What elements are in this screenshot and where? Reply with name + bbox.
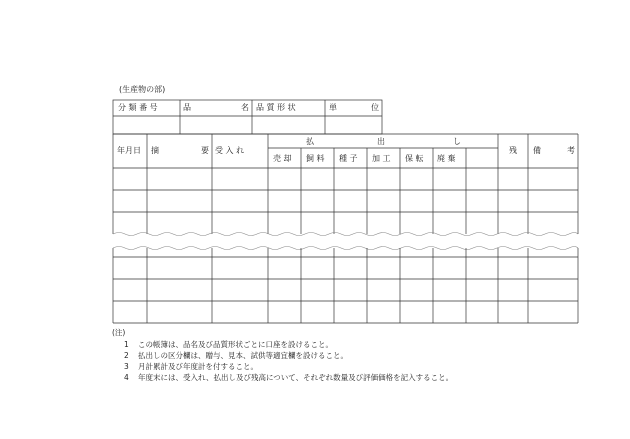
note-item: 4 年度末には、受入れ、払出し及び残高について、それぞれ数量及び評価価格を記入すること。: [124, 373, 454, 382]
sub-disposal: 廃 棄: [437, 154, 456, 163]
header-item-name-first: 品: [183, 103, 191, 112]
note-item: 2 払出しの区分欄は、贈与、見本、試供等適宜欄を設けること。: [124, 351, 348, 360]
header-classification-no: 分 類 番 号: [118, 103, 158, 112]
sub-transfer: 保 転: [405, 154, 424, 163]
ledger-lower-lines: [113, 248, 578, 323]
col-remarks-first: 備: [533, 146, 541, 155]
header-unit-last: 位: [371, 103, 379, 112]
sub-seed: 種 子: [339, 154, 358, 163]
note-item: 3 月計累計及び年度計を付すること。: [124, 362, 258, 371]
header-item-name-last: 名: [241, 103, 249, 112]
break-marks: [113, 233, 578, 250]
col-remarks-last: 考: [567, 146, 575, 155]
notes-section: [112, 327, 453, 383]
header-spec: 品 質 形 状: [256, 103, 296, 112]
col-summary-first: 摘: [151, 146, 159, 155]
sub-sale: 売 却: [273, 154, 292, 163]
col-disbursed-1: 払: [306, 137, 314, 146]
section-caption: (生産物の部): [119, 85, 166, 94]
col-disbursed-3: し: [453, 137, 461, 146]
header-unit-first: 単: [329, 103, 337, 112]
col-balance: 残: [509, 146, 517, 155]
sub-feed: 飼 料: [306, 154, 325, 163]
col-disbursed-2: 出: [377, 137, 385, 146]
col-date: 年月日: [117, 146, 141, 155]
sub-processing: 加 工: [372, 154, 391, 163]
col-summary-last: 要: [201, 146, 209, 155]
col-received: 受 入 れ: [215, 146, 245, 155]
notes-heading: (注): [112, 328, 126, 337]
note-item: 1 この帳簿は、品名及び品質形状ごとに口座を設けること。: [124, 340, 333, 349]
